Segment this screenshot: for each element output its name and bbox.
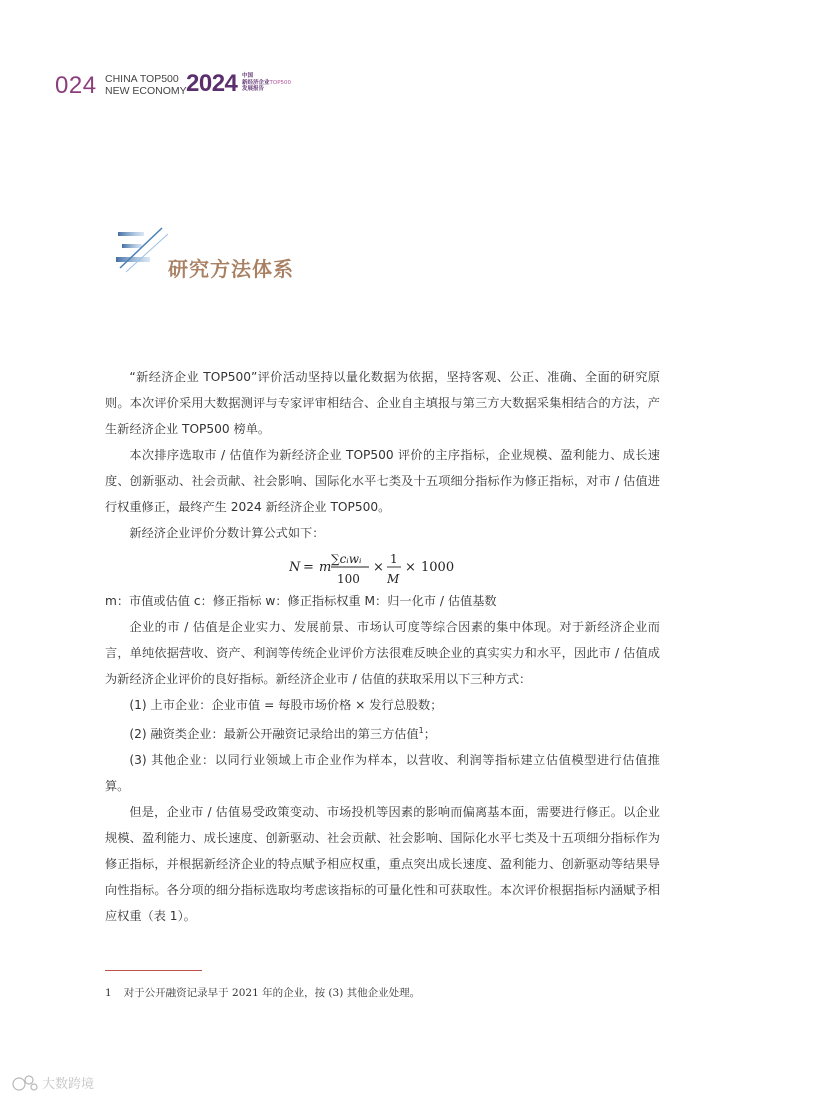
brand-en-line2: NEW ECONOMY: [105, 84, 187, 97]
section-title: 研究方法体系: [168, 257, 294, 281]
formula-legend: m：市值或估值 c：修正指标 w：修正指标权重 M：归一化市 / 估值基数: [105, 594, 497, 608]
formula-times2: ×: [405, 560, 416, 575]
formula-den1: 100: [337, 572, 360, 586]
list-item-2: [105, 718, 660, 747]
formula: [105, 546, 660, 588]
footnote-ref[interactable]: 1: [418, 726, 424, 735]
brand-cn-top500: TOP500: [269, 79, 292, 86]
paragraph-2: 本次排序选取市 / 估值作为新经济企业 TOP500 评价的主序指标，企业规模、盈利能力、成长速度、创新驱动、社会贡献、社会影响、国际化水平七类及十五项细分指标作为修正指标，对市 / 估值进行权重修正，最终产生 2024 新经济企业 TOP500。: [105, 448, 660, 514]
brand-cn-line1: 中国: [242, 73, 254, 79]
brand-chinese: [242, 73, 291, 93]
formula-m: m: [319, 560, 332, 575]
formula-eq: =: [303, 560, 314, 575]
footnote-text: 对于公开融资记录早于 2021 年的企业，按 (3) 其他企业处理。: [123, 987, 421, 999]
footnote: [105, 985, 420, 1000]
formula-one: 1: [390, 552, 398, 566]
formula-times1: ×: [373, 560, 384, 575]
watermark-logo: [10, 1072, 110, 1094]
paragraph-3: 新经济企业评价分数计算公式如下：: [129, 526, 325, 540]
section-number-icon: [114, 224, 172, 276]
brand-en-line1: CHINA TOP500: [105, 73, 179, 85]
list-item-2-end: ；: [423, 727, 436, 742]
footnote-rule: [105, 970, 202, 971]
paragraph-5: 但是，企业市 / 估值易受政策变动、市场投机等因素的影响而偏离基本面，需要进行修正。以企业规模、盈利能力、成长速度、创新驱动、社会贡献、社会影响、国际化水平七类及十五项细分指标作为修正指标，并根据新经济企业的特点赋予相应权重，重点突出成长速度、盈利能力、创新驱动等结果导向性指标。各分项的细分指标选取均考虑该指标的可量化性和可获取性。本次评价根据指标内涵赋予相应权重（表 1）。: [105, 805, 660, 924]
brand-english: [105, 74, 187, 97]
list-item-3: (3) 其他企业：以同行业领域上市企业作为样本，以营收、利润等指标建立估值模型进行估值推算。: [105, 753, 660, 794]
body-text: [105, 364, 660, 929]
paragraph-1: “新经济企业 TOP500”评价活动坚持以量化数据为依据，坚持客观、公正、准确、全面的研究原则。本次评价采用大数据测评与专家评审相结合、企业自主填报与第三方大数据采集相结合的方法，产生新经济企业 TOP500 榜单。: [105, 370, 660, 436]
brand-cn-line2: 新经济企业: [242, 79, 270, 86]
formula-lhs: N: [289, 560, 301, 575]
watermark-text: 大数跨境: [42, 1077, 95, 1092]
footnote-number: 1: [105, 987, 112, 999]
formula-const: 1000: [421, 560, 455, 575]
brand-cn-line3: 发展报告: [242, 86, 265, 92]
formula-den2: M: [387, 572, 400, 586]
list-item-2-text: (2) 融资类企业：最新公开融资记录给出的第三方估值: [129, 727, 419, 742]
paragraph-4: 企业的市 / 估值是企业实力、发展前景、市场认可度等综合因素的集中体现。对于新经济企业而言，单纯依据营收、资产、利润等传统企业评价方法很难反映企业的真实实力和水平，因此市 / 估值成为新经济企业评价的良好指标。新经济企业市 / 估值的获取采用以下三种方式：: [105, 620, 660, 686]
list-item-1: (1) 上市企业：企业市值 = 每股市场价格 × 发行总股数；: [129, 698, 443, 712]
formula-graphic: [289, 546, 489, 588]
brand-year: 2024: [186, 70, 238, 97]
formula-sum: ∑cᵢwᵢ: [331, 552, 362, 566]
page-number: 024: [55, 72, 97, 99]
